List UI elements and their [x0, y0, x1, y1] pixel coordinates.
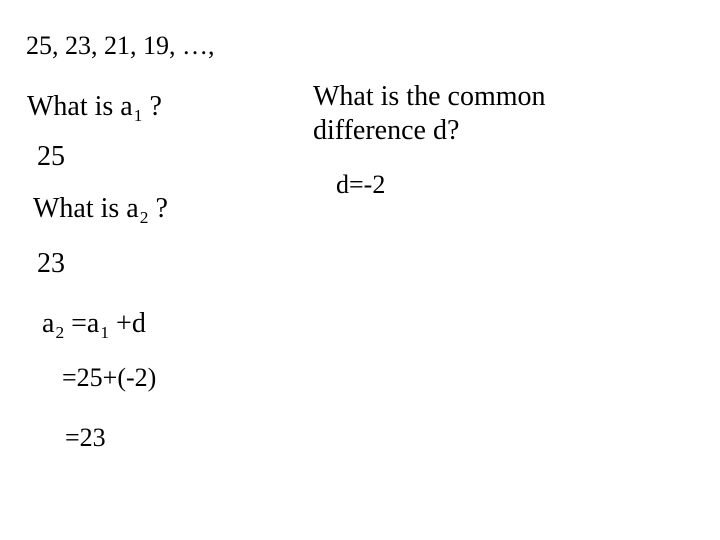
question-a2: [33, 193, 168, 227]
answer-a2: 23: [37, 248, 65, 279]
question-d-line-1: What is the common: [313, 81, 546, 112]
formula-subscript-1: 1: [100, 322, 110, 342]
subscript-1: 1: [133, 105, 143, 125]
question-a2-text: What is a: [33, 193, 139, 224]
calc-step-2: =23: [65, 423, 106, 452]
formula-equals-a: =a: [64, 308, 100, 339]
question-a1: [27, 91, 162, 125]
question-d-line-2: difference d?: [313, 115, 460, 146]
sequence-text: 25, 23, 21, 19, …,: [26, 31, 215, 60]
answer-d: d=-2: [336, 170, 386, 199]
calc-step-1: =25+(-2): [62, 363, 157, 392]
formula-line: [42, 308, 146, 342]
formula-plus-d: +d: [109, 308, 146, 339]
question-mark: ?: [148, 193, 168, 224]
formula-a: a: [42, 308, 55, 339]
answer-a1: 25: [37, 141, 65, 172]
subscript-2: 2: [139, 207, 149, 227]
question-a1-text: What is a: [27, 91, 133, 122]
formula-subscript-2: 2: [55, 322, 65, 342]
question-mark: ?: [142, 91, 162, 122]
